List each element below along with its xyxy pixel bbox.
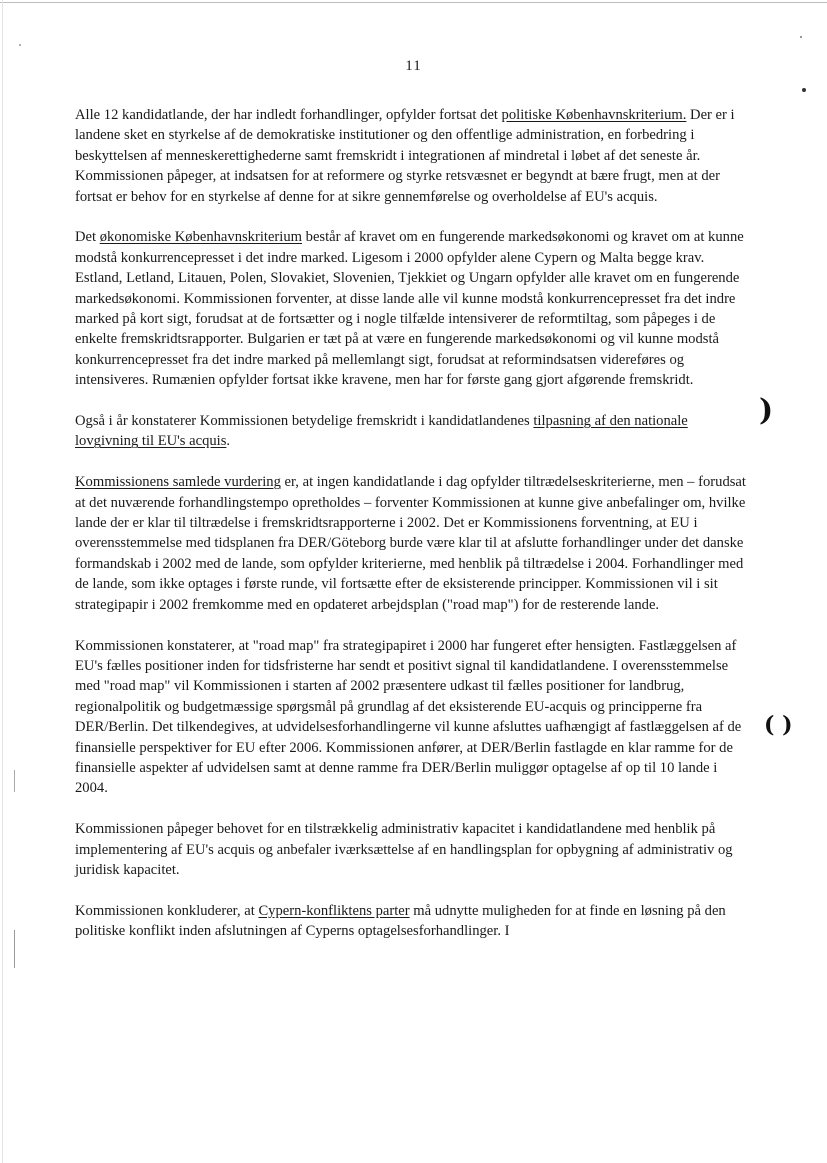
paragraph-overall-assessment [75, 472, 747, 615]
paragraph-text: Der er i landene sket en styrkelse af de demokratiske institutioner og den offentlige administration, en forbedring i beskyttelsen af menneskerettighederne samt fremskridt i integrationen af mindretal i løbet af det seneste år. Kommissionen påpeger, at indsatsen for at reformere og styrke retsvæsnet er begyndt at bære frugt, men at der fortsat er behov for en styrkelse af denne for at sikre gennemførelse og overholdelse af EU's acquis. [75, 107, 735, 205]
paragraph-road-map [75, 636, 747, 799]
scan-mark [14, 930, 15, 968]
binder-hole-mark: ( ) [764, 712, 793, 738]
paragraph-text: . [226, 433, 231, 450]
paragraph-text: Det [75, 229, 100, 246]
paragraph-text: Kommissionen påpeger behovet for en tilstrækkelig administrativ kapacitet i kandidatlandene med henblik på implementering af EU's acquis og anbefaler iværksættelse af en handlingsplan for opbygning af administrativ og juridisk kapacitet. [75, 821, 733, 878]
paragraph-text: består af kravet om en fungerende markedsøkonomi og kravet om at kunne modstå konkurrencepresset i det indre marked. Ligesom i 2000 opfylder alene Cypern og Malta begge krav. Estland, Letland, Litauen, Polen, Slovakiet, Slovenien, Tjekkiet og Ungarn opfylder alle kravet om en fungerende markedsøkonomi. Kommissionen forventer, at disse lande alle vil kunne modstå konkurrencepresset fra det indre marked på kort sigt, forudsat at de fortsætter og i nogle tilfælde intensiverer de reformtiltag, som påpeges i de enkelte fremskridtsrapporter. Bulgarien er tæt på at være en fungerende markedsøkonomi og vil kunne modstå konkurrencepresset fra det indre marked på mellemlangt sigt, forudsat at reformindsatsen videreføres og intensiveres. Rumænien opfylder fortsat ikke kravene, men har for første gang gjort afgørende fremskridt. [75, 229, 744, 389]
paragraph-text: Alle 12 kandidatlande, der har indledt forhandlinger, opfylder fortsat det [75, 107, 502, 123]
paragraph-text: må udnytte muligheden for at finde en løsning på den politiske konflikt inden afslutningen af Cyperns optagelsesforhandlinger. I [75, 902, 726, 940]
underlined-term: Kommissionens samlede vurdering [75, 474, 281, 491]
paragraph-administrative-capacity [75, 819, 747, 880]
paragraph-text: Kommissionen konkluderer, at [75, 902, 259, 919]
scan-speck [802, 88, 806, 92]
underlined-term: Cypern-konfliktens parter [258, 902, 410, 919]
paragraph-political-criterion [75, 105, 747, 207]
binder-hole-mark: ) [759, 393, 774, 428]
underlined-term: økonomiske Københavnskriterium [99, 229, 302, 246]
page-number: 11 [405, 58, 422, 74]
paragraph-cyprus-conflict [75, 901, 747, 942]
paragraph-text: Også i år konstaterer Kommissionen betydelige fremskridt i kandidatlandenes [75, 413, 534, 430]
document-body [75, 105, 747, 962]
paragraph-legislation-alignment [75, 411, 747, 452]
paragraph-economic-criterion [75, 227, 747, 390]
paragraph-text: Kommissionen konstaterer, at "road map" fra strategipapiret i 2000 har fungeret efter hensigten. Fastlæggelsen af EU's fælles positioner inden for tidsfristerne har sendt et positivt signal til kandidatlandene. I overensstemmelse med "road map" vil Kommissionen i starten af 2002 præsentere udkast til fælles positioner for landbrug, regionalpolitik og budgetmæssige spørgsmål på grundlag af det eksisterende EU-acquis og principperne fra DER/Berlin. Det tilkendegives, at udvidelsesforhandlingerne vil kunne afsluttes uafhængigt af fastlæggelsen af de finansielle perspektiver for EU efter 2006. Kommissionen anfører, at DER/Berlin fastlagde en klar ramme for de finansielle aspekter af udvidelsen samt at denne ramme fra DER/Berlin muliggør optagelse af op til 10 lande i 2004. [75, 637, 742, 797]
scan-speck [19, 44, 21, 46]
scan-left-edge [2, 0, 3, 1163]
underlined-term: tilpasning af den nationale lovgivning til EU's acquis [75, 413, 688, 450]
paragraph-text: er, at ingen kandidatlande i dag opfylder tiltrædelseskriterierne, men – forudsat at det nuværende forhandlingstempo opretholdes – forventer Kommissionen at kunne give anbefalinger om, hvilke lande der er klar til tiltrædelse i fremskridtsrapporterne i 2002. Det er Kommissionens forventning, at EU i overensstemmelse med tidsplanen fra DER/Göteborg burde være klar til at afslutte forhandlinger under det danske formandskab i 2002 med de lande, som opfylder kriterierne, med henblik på tiltrædelse i 2004. Forhandlinger med de lande, som ikke optages i første runde, vil fortsætte efter de eksisterende principper. Kommissionen vil i sit strategipapir i 2002 fremkomme med en opdateret arbejdsplan ("road map") for de resterende lande. [75, 474, 746, 613]
scan-speck [800, 36, 802, 38]
scan-top-rule [0, 2, 827, 3]
scan-mark [14, 770, 15, 792]
underlined-term: politiske Københavnskriterium. [501, 107, 687, 123]
